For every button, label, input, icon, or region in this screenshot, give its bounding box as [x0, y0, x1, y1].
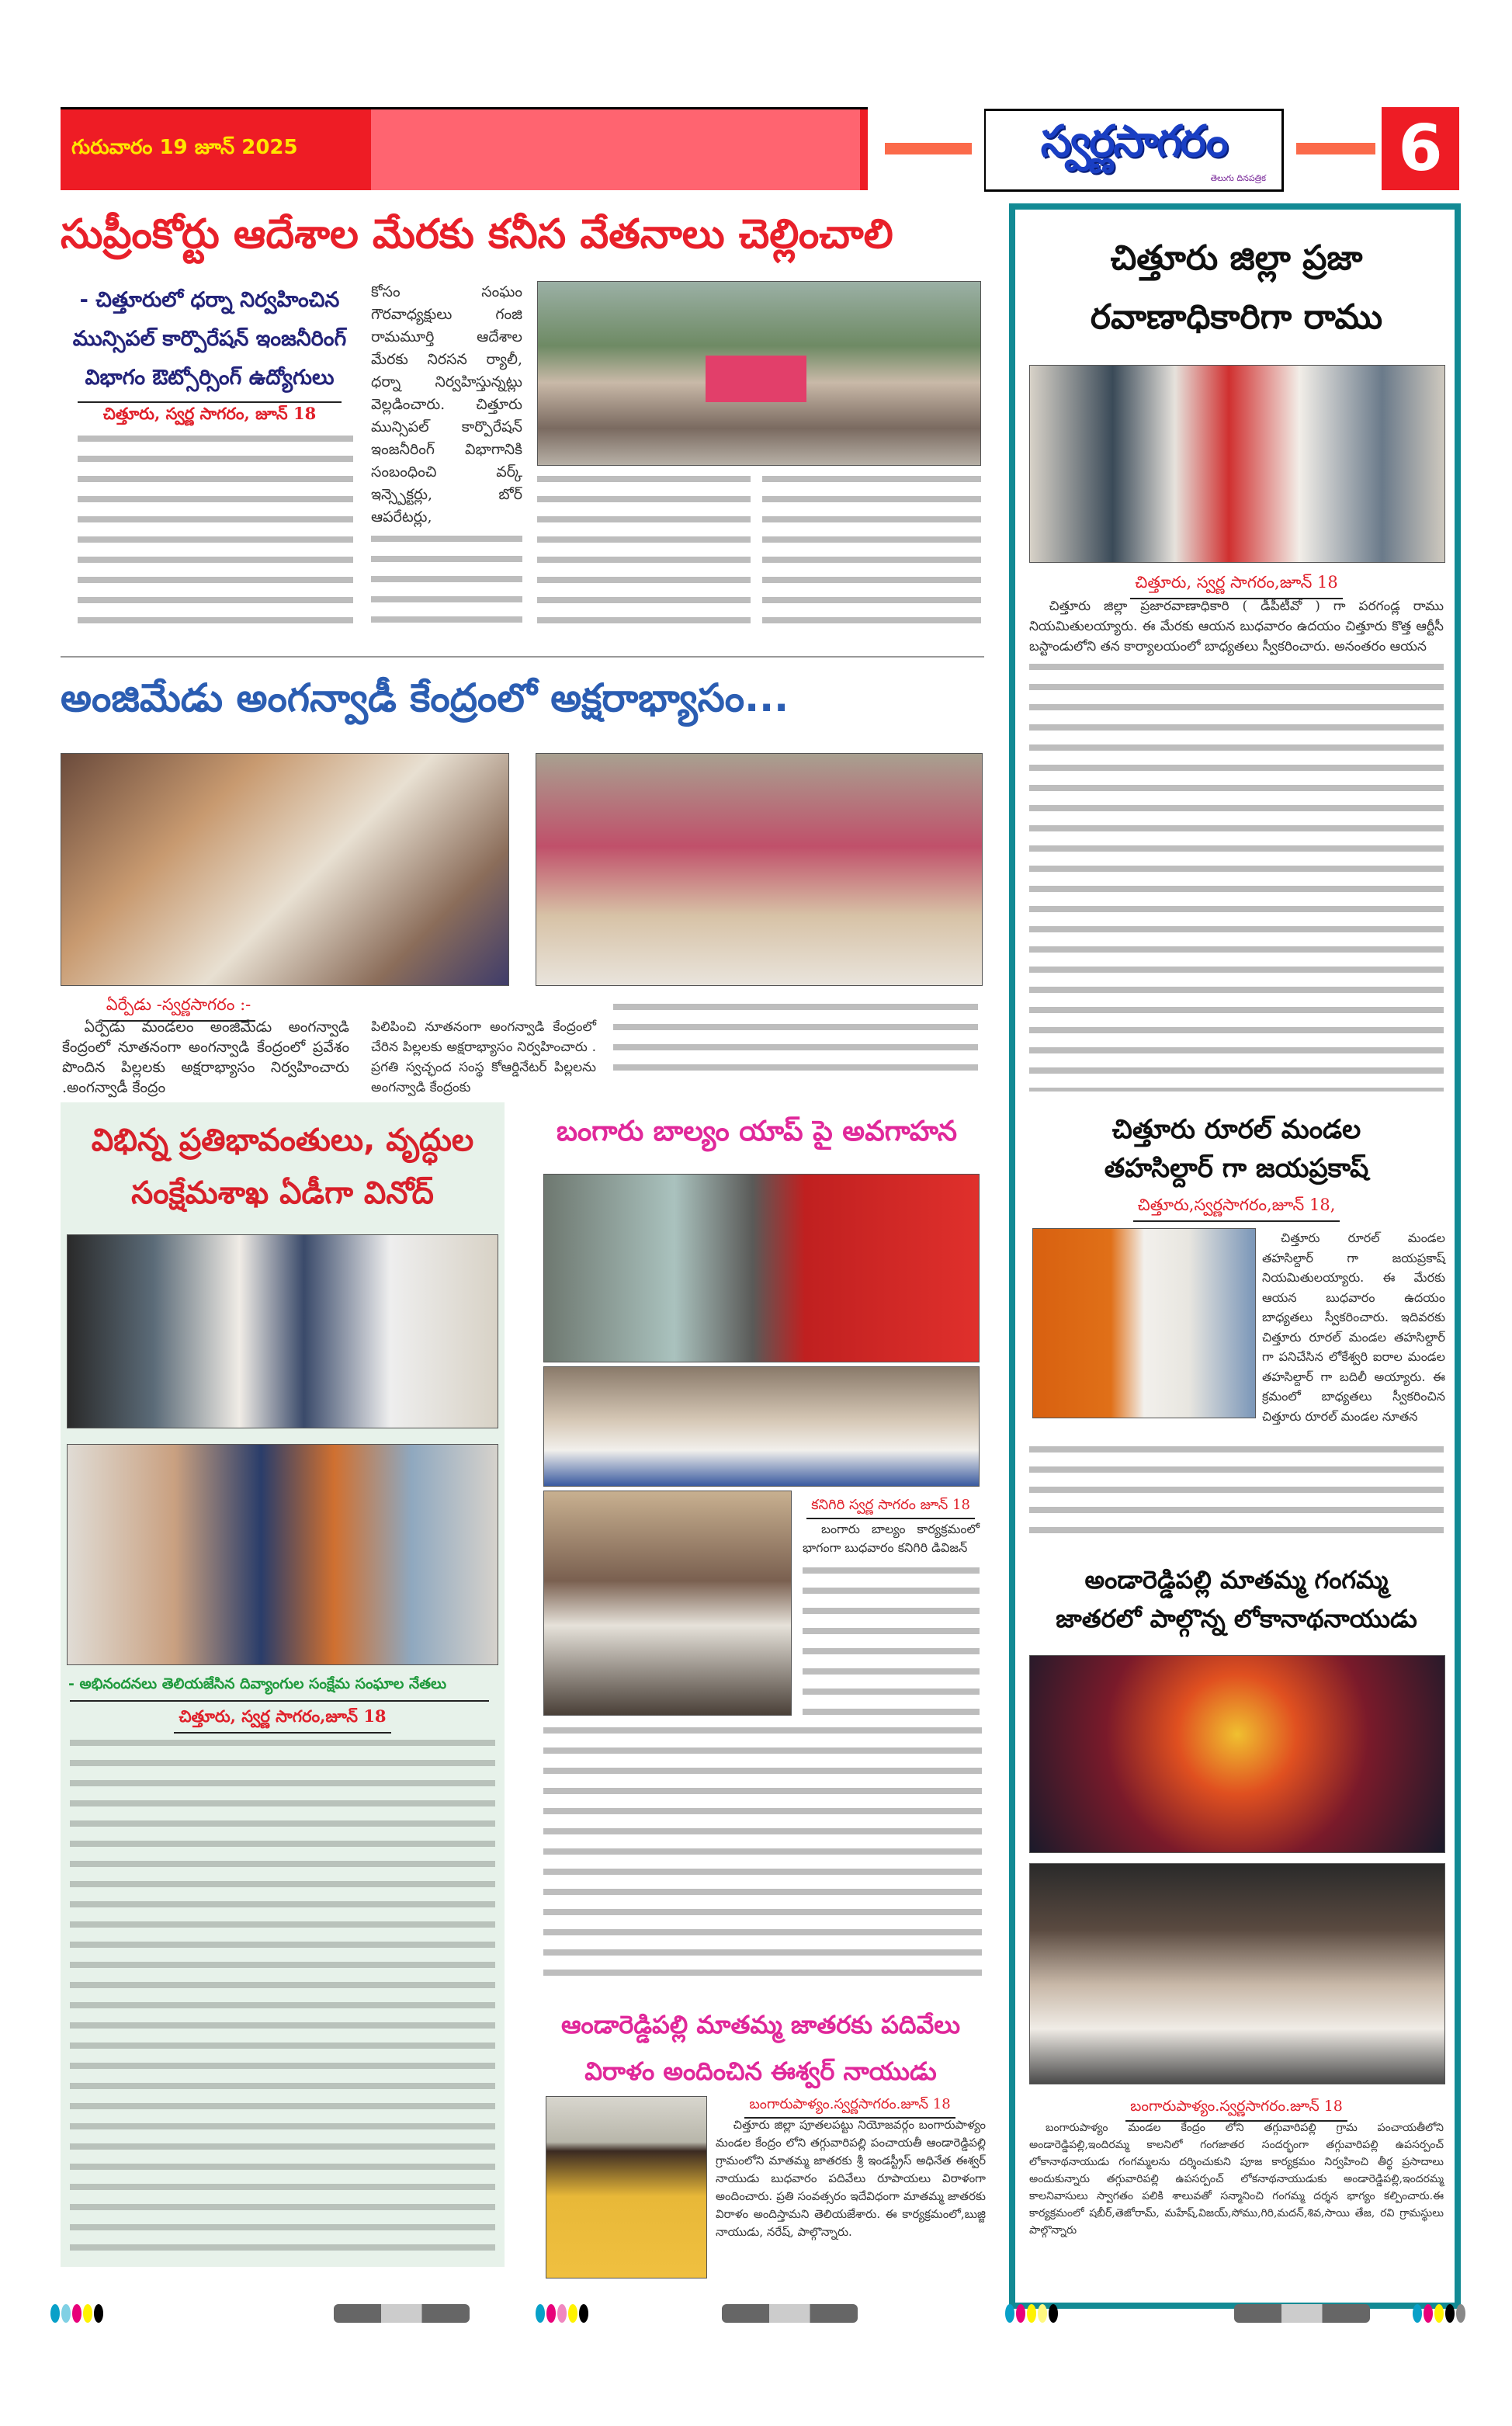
dateline-text: చిత్తూరు, స్వర్ణ సాగరం,జూన్ 18	[1130, 573, 1342, 599]
article1-subhead: - చిత్తూరులో ధర్నా నిర్వహించిన మున్సిపల్ కార్పొరేషన్ ఇంజనీరింగ్ విభాగం ఔట్సోర్సింగ్ ఉద్యోగులు	[72, 288, 347, 390]
body-text-block	[537, 469, 751, 632]
article2-body: ఏర్పేడు మండలం అంజిమేడు అంగన్వాడి కేంద్రంలో నూతనంగా అంగన్వాడి కేంద్రంలో ప్రవేశం పొందిన పిల్లలకు అక్షరాభ్యాసం నిర్వహించారు .అంగన్వాడీ కేంద్రం	[62, 1019, 349, 1096]
right-article1-body: చిత్తూరు జిల్లా ప్రజారవాణాధికారి ( డీపీటీవో ) గా పరగండ్ల రాము నియమితులయ్యారు. ఈ మేరకు ఆయన బుధవారం ఉదయం చిత్తూరు కొత్త ఆర్టీసీ బస్టాండులోని తన కార్యాలయంలో బాధ్యతలు స్వీకరించారు. అనంతరం ఆయన	[1029, 599, 1444, 654]
body-text-block	[70, 1733, 495, 2261]
felicitation-photo	[67, 1444, 498, 1665]
bangaru-balyam-screen-photo	[543, 1174, 980, 1362]
article4-headline[interactable]: బంగారు బాల్యం యాప్ పై అవగాహన	[556, 1116, 958, 1147]
article3-headline[interactable]: విభిన్న ప్రతిభావంతులు, వృద్ధుల సంక్షేమశాఖ ఏడీగా వినోద్	[91, 1123, 474, 1211]
protest-rally-photo	[537, 281, 981, 466]
print-registration-marks-1	[50, 2304, 103, 2323]
body-text-block	[613, 997, 978, 1084]
village-group-photo	[1029, 1863, 1445, 2084]
right-panel	[1009, 203, 1461, 2309]
dateline-text: ఏర్పేడు -స్వర్ణసాగరం :-	[102, 995, 256, 1022]
article2-body-col2: పిలిపించి నూతనంగా అంగన్వాడి కేంద్రంలో చేరిన పిల్లలకు అక్షరాభ్యాసం నిర్వహించారు . ప్రగతి స్వచ్ఛంద సంస్థ కోఆర్డినేటర్ పిల్లలను అంగన్వాడి కేంద్రంకు	[371, 1019, 596, 1095]
article1-headline[interactable]: సుప్రీంకోర్టు ఆదేశాల మేరకు కనీస వేతనాలు చెల్లించాలి	[61, 211, 893, 258]
body-text-block	[1029, 1439, 1444, 1544]
dateline-text: బంగారుపాళ్యం.స్వర్ణసాగరం.జూన్ 18	[744, 2096, 955, 2119]
print-gray-bar-3	[1234, 2304, 1370, 2323]
dateline-text: చిత్తూరు, స్వర్ణ సాగరం, జూన్ 18	[99, 404, 321, 431]
dateline-text: చిత్తూరు, స్వర్ణ సాగరం,జూన్ 18	[174, 1706, 390, 1734]
right-article1-dateline	[1023, 573, 1450, 599]
right-article2-headline[interactable]: చిత్తూరు రూరల్ మండల తహసిల్దార్ గా జయప్రకాష్	[1104, 1114, 1369, 1184]
issue-date: గురువారం 19 జూన్ 2025	[71, 136, 298, 159]
right-article1-headline[interactable]: చిత్తూరు జిల్లా ప్రజా రవాణాధికారిగా రాము	[1090, 238, 1383, 337]
right-article3-body: బంగారుపాళ్యం మండల కేంద్రం లోని తగ్గువారిపల్లి గ్రామ పంచాయతీలోని అండారెడ్డిపల్లి,ఇందిరమ్మ కాలనిలో గంగజాతర సందర్భంగా తగ్గువారిపల్లి ఉపసర్పంచ్ లోకానాథనాయుడు గంగమ్మలను దర్శించుకుని పూజ కార్యక్రమం నిర్వహించి తీర్థ ప్రసాదాలు అందుకున్నారు తగ్గువారిపల్లి ఉపసర్పంచ్ లోకనాథనాయుడుకు అండారెడ్డిపల్లి,ఇందరమ్మ కాలనివాసులు స్వాగతం పలికి శాలువతో సన్మానించి గంగమ్మ దర్శన భాగ్యం కల్పించారు.ఈ కార్యక్రమంలో షబీర్,తెజోరామ్, మహేష్,విజయ్,సోము,గిరి,మదన్,శివ,సాయి తేజ, రవి గ్రామస్థులు పాల్గొన్నారు	[1029, 2122, 1444, 2237]
article1-col2: కోసం సంఘం గౌరవాధ్యక్షులు గంజి రామమూర్తి ఆదేశాల మేరకు నిరసన ర్యాలీ, ధర్నా నిర్వహిస్తున్నట్లు వెల్లడించారు. చిత్తూరు మున్సిపల్ కార్పొరేషన్ ఇంజనీరింగ్ విభాగానికి సంబంధించి వర్క్ ఇన్స్పెక్టర్లు, బోర్ ఆపరేటర్లు,	[371, 281, 522, 529]
eswar-naidu-photo	[546, 2096, 707, 2278]
article4-body: బంగారు బాల్యం కార్యక్రమంలో భాగంగా బుధవారం కనిగిరి డివిజన్	[803, 1522, 980, 1555]
dateline-text: బంగారుపాళ్యం.స్వర్ణసాగరం.జూన్ 18	[1125, 2098, 1347, 2122]
anganwadi-children-photo-1	[61, 753, 509, 986]
gangamma-deity-photo	[1029, 1655, 1445, 1853]
article3-box	[61, 1102, 505, 2267]
anganwadi-children-photo-2	[536, 753, 983, 986]
article3-subhead: - అభినందనలు తెలియజేసిన దివ్యాంగుల సంక్షేమ సంఘాల నేతలు	[68, 1675, 447, 1692]
print-gray-bar-1	[334, 2304, 470, 2323]
dpto-ramu-photo	[1029, 365, 1445, 563]
dateline-text: చిత్తూరు,స్వర్ణసాగరం,జూన్ 18,	[1133, 1196, 1340, 1222]
body-text-block	[803, 1560, 980, 1716]
right-article2-body: చిత్తూరు రూరల్ మండల తహసిల్దార్ గా జయప్రకాష్ నియమితులయ్యారు. ఈ మేరకు ఆయన బుధవారం ఉదయం బాధ్యతలు స్వీకరించారు. ఇదివరకు చిత్తూరు రూరల్ మండల తహసిల్దార్ గా పనిచేసిన లోకేశ్వరి ఐరాల మండల తహసిల్దార్ గా బదిలీ అయ్యారు. ఈ క్రమంలో బాధ్యతలు స్వీకరించిన చిత్తూరు రూరల్ మండల నూతన	[1262, 1230, 1445, 1424]
body-text-block	[78, 429, 353, 632]
article4-dateline	[799, 1497, 982, 1519]
section-divider	[61, 656, 984, 658]
article2-headline[interactable]: అంజిమేడు అంగన్వాడీ కేంద్రంలో అక్షరాభ్యాసం...	[61, 675, 789, 720]
body-text-block	[543, 1720, 982, 1984]
article5-dateline	[714, 2096, 986, 2119]
page-number: 6	[1398, 112, 1443, 186]
logo-tagline: తెలుగు దినపత్రిక	[1210, 173, 1266, 183]
tahsildar-jayaprakash-photo	[1032, 1228, 1256, 1418]
masthead-logo	[984, 109, 1284, 192]
date-banner	[61, 107, 868, 190]
article3-dateline	[68, 1706, 497, 1734]
body-text-block	[371, 529, 522, 632]
body-text-block	[1029, 657, 1444, 1092]
page-number-box	[1382, 107, 1459, 190]
article5-headline[interactable]: ఆండారెడ్డిపల్లి మాతమ్మ జాతరకు పదివేలు విరాళం అందించిన ఈశ్వర్ నాయుడు	[560, 2010, 961, 2086]
header-dash-right	[1296, 143, 1375, 154]
dateline-text: కనిగిరి స్వర్ణ సాగరం జూన్ 18	[806, 1497, 975, 1519]
print-registration-marks-2	[536, 2304, 588, 2323]
vinod-handover-photo	[67, 1234, 498, 1428]
right-article3-dateline	[1023, 2098, 1450, 2122]
logo-text: స్వర్ణసాగరం	[1040, 116, 1227, 167]
body-text-block	[762, 469, 981, 632]
print-registration-marks-4	[1413, 2304, 1465, 2323]
date-box	[61, 109, 371, 190]
header-dash-left	[885, 143, 972, 154]
stage-meeting-photo	[543, 1366, 980, 1487]
protest-banner	[706, 356, 806, 402]
audience-photo	[543, 1491, 792, 1716]
article1-dateline	[70, 404, 349, 431]
print-registration-marks-3	[1005, 2304, 1058, 2323]
right-article2-dateline	[1023, 1196, 1450, 1222]
print-gray-bar-2	[722, 2304, 858, 2323]
right-article3-headline[interactable]: అండారెడ్డిపల్లి మాతమ్మ గంగమ్మ జాతరలో పాల్గొన్న లోకానాథనాయుడు	[1056, 1565, 1417, 1633]
article5-body: చిత్తూరు జిల్లా పూతలపట్టు నియోజవర్గం బంగారుపాళ్యం మండల కేంద్రం లోని తగ్గువారిపల్లి పంచాయతీ ఆండారెడ్డిపల్లి గ్రామంలోని మాతమ్మ జాతరకు శ్రీ ఇండస్ట్రీస్ అధినేత ఈశ్వర్ నాయుడు బుధవారం పదివేలు రూపాయలు విరాళంగా అందించారు. ప్రతి సంవత్సరం ఇదేవిధంగా మాతమ్మ జాతరకు విరాళం అందిస్తామని తెలియజేశారు. ఈ కార్యక్రమంలో,బుజ్జి నాయుడు, నరేష్, పాల్గొన్నారు.	[716, 2118, 986, 2239]
article1-col2-column	[371, 281, 522, 632]
